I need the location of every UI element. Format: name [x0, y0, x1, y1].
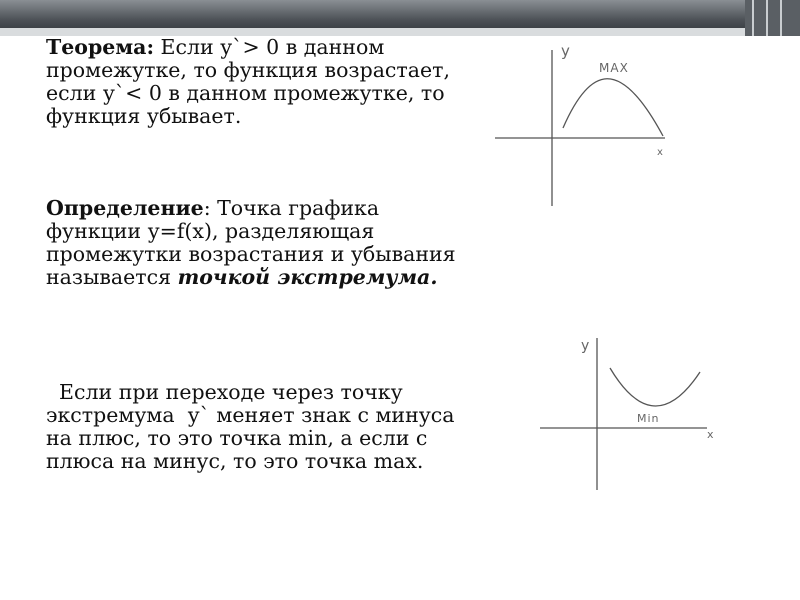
theorem-label: Теорема:: [46, 35, 155, 59]
top-header-bar: [0, 0, 800, 28]
min-graph-curve: [610, 368, 700, 406]
rule-paragraph: [46, 380, 462, 473]
min-graph-point-label: Min: [637, 412, 660, 425]
max-graph-background: [495, 36, 680, 211]
rule-text: Если при переходе через точку экстремума у` меняет знак с минуса на плюс, то это точка min, а если с плюса на минус, то это точка max.: [46, 380, 462, 473]
theorem-text: Если у`> 0 в данном промежутке, то функция возрастает, если у`< 0 в данном промежутке, то функция убывает.: [46, 35, 450, 128]
definition-text: : Точка графика функции у=f(x), разделяющая промежутки возрастания и убывания называется: [46, 196, 456, 289]
theorem-paragraph: [46, 36, 456, 128]
min-graph-sketch: [535, 330, 725, 495]
max-graph-y-label: y: [561, 42, 570, 60]
min-graph-y-label: y: [581, 338, 590, 354]
definition-paragraph: [46, 197, 456, 289]
definition-emphasis: точкой экстремума.: [177, 265, 438, 289]
corner-decoration: [745, 0, 800, 36]
max-graph-x-label: x: [657, 147, 663, 158]
max-graph-point-label: MAX: [599, 61, 629, 75]
min-graph-x-label: x: [707, 428, 714, 441]
definition-label: Определение: [46, 196, 204, 220]
max-graph-sketch: [495, 36, 680, 211]
